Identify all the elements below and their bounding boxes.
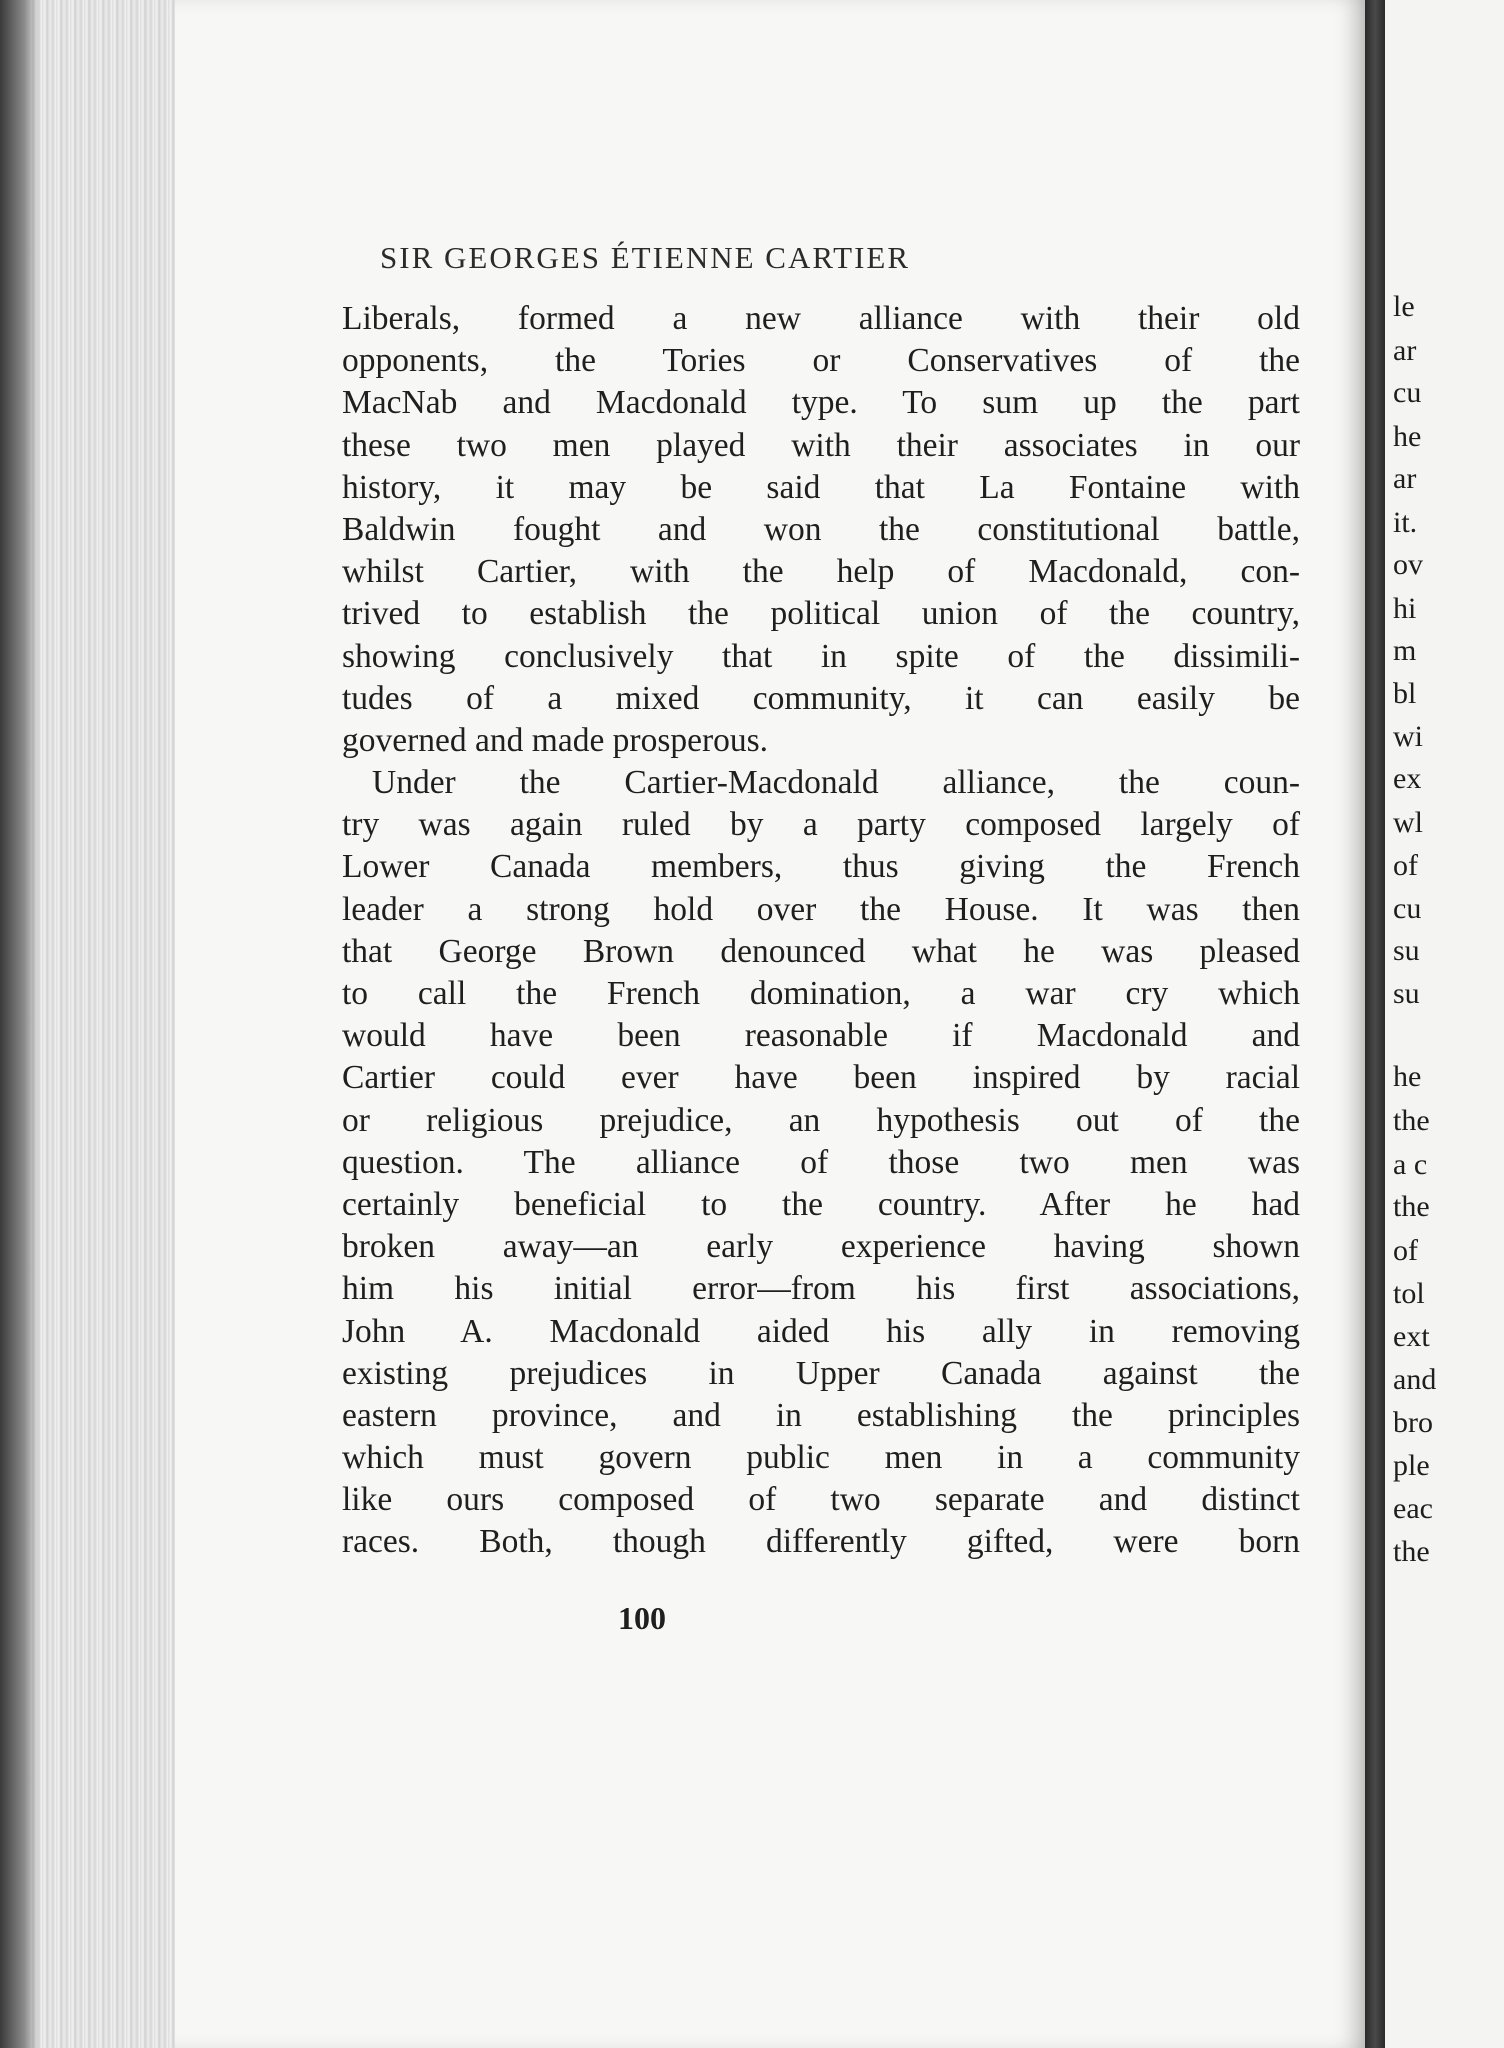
text-line: races. Both, though differently gifted, were born: [342, 1523, 1300, 1561]
right-page-fragment: the: [1393, 1190, 1430, 1223]
right-page-fragment: eac: [1393, 1492, 1433, 1525]
page-edges: [0, 0, 177, 2048]
right-page-fragment: cu: [1393, 892, 1422, 925]
text-line: to call the French domination, a war cry which: [342, 975, 1300, 1012]
text-line: certainly beneficial to the country. After he had: [342, 1185, 1300, 1223]
right-page-fragment: wl: [1393, 806, 1423, 839]
right-page-fragment: ext: [1393, 1320, 1430, 1353]
text-line: eastern province, and in establishing the principles: [342, 1396, 1300, 1434]
right-page-fragment: tol: [1393, 1277, 1425, 1310]
right-page-fragment: and: [1393, 1363, 1437, 1396]
text-line: him his initial error—from his first associations,: [342, 1270, 1300, 1308]
text-line: Baldwin fought and won the constitutional battle,: [342, 510, 1300, 548]
right-page-fragment: cu: [1393, 376, 1422, 409]
right-page-fragment: su: [1393, 934, 1420, 967]
right-page-fragment: of: [1393, 1234, 1418, 1267]
text-line: would have been reasonable if Macdonald and: [342, 1017, 1300, 1055]
right-page-fragment: of: [1393, 849, 1418, 882]
right-page-fragment: it.: [1393, 506, 1418, 539]
text-line: John A. Macdonald aided his ally in removing: [342, 1312, 1300, 1350]
text-line: these two men played with their associates in our: [342, 426, 1300, 464]
right-page-fragment: ple: [1393, 1449, 1430, 1482]
right-page-fragment: a c: [1393, 1148, 1428, 1181]
text-line: opponents, the Tories or Conservatives of the: [342, 342, 1300, 380]
text-line: showing conclusively that in spite of the dissimili-: [342, 637, 1300, 675]
right-page-fragment: the: [1393, 1535, 1430, 1568]
text-line: broken away—an early experience having shown: [342, 1228, 1300, 1266]
right-page-fragment: bro: [1393, 1406, 1433, 1439]
text-line: question. The alliance of those two men was: [342, 1143, 1300, 1181]
right-page-fragment: ar: [1393, 462, 1417, 495]
text-line: which must govern public men in a community: [342, 1439, 1300, 1477]
right-page-fragment: he: [1393, 420, 1422, 453]
text-line: Liberals, formed a new alliance with their old: [342, 300, 1300, 337]
right-page-fragment: hi: [1393, 592, 1417, 625]
running-head: SIR GEORGES ÉTIENNE CARTIER: [380, 240, 911, 275]
text-line: try was again ruled by a party composed largely of: [342, 806, 1300, 844]
text-line: Lower Canada members, thus giving the French: [342, 848, 1300, 886]
text-line: trived to establish the political union of the country,: [342, 595, 1300, 633]
right-page: [1385, 0, 1504, 2048]
right-page-fragment: m: [1393, 634, 1417, 667]
right-page-fragment: ar: [1393, 334, 1417, 367]
book-gutter: [1365, 0, 1385, 2048]
text-line: Cartier could ever have been inspired by racial: [342, 1059, 1300, 1097]
right-page-fragment: su: [1393, 977, 1420, 1010]
text-line: that George Brown denounced what he was pleased: [342, 932, 1300, 970]
right-page-fragment: ex: [1393, 762, 1422, 795]
text-line: MacNab and Macdonald type. To sum up the part: [342, 384, 1300, 422]
body-text: [342, 298, 1300, 1564]
text-line: like ours composed of two separate and distinct: [342, 1481, 1300, 1519]
right-page-fragment: he: [1393, 1060, 1422, 1093]
page-number: 100: [618, 1600, 666, 1636]
right-page-fragment: bl: [1393, 677, 1417, 710]
text-line: whilst Cartier, with the help of Macdonald, con-: [342, 553, 1300, 591]
right-page-fragment: wi: [1393, 720, 1423, 753]
text-line: history, it may be said that La Fontaine with: [342, 468, 1300, 506]
text-line: Under the Cartier-Macdonald alliance, the coun-: [372, 764, 1300, 802]
text-line: governed and made prosperous.: [342, 721, 769, 759]
text-line: tudes of a mixed community, it can easily be: [342, 679, 1300, 717]
text-line: or religious prejudice, an hypothesis out of the: [342, 1101, 1300, 1139]
text-line: leader a strong hold over the House. It was then: [342, 890, 1300, 928]
right-page-fragment: ov: [1393, 548, 1423, 581]
right-page-fragment: the: [1393, 1104, 1430, 1137]
text-line: existing prejudices in Upper Canada against the: [342, 1354, 1300, 1392]
right-page-fragment: le: [1393, 290, 1415, 323]
